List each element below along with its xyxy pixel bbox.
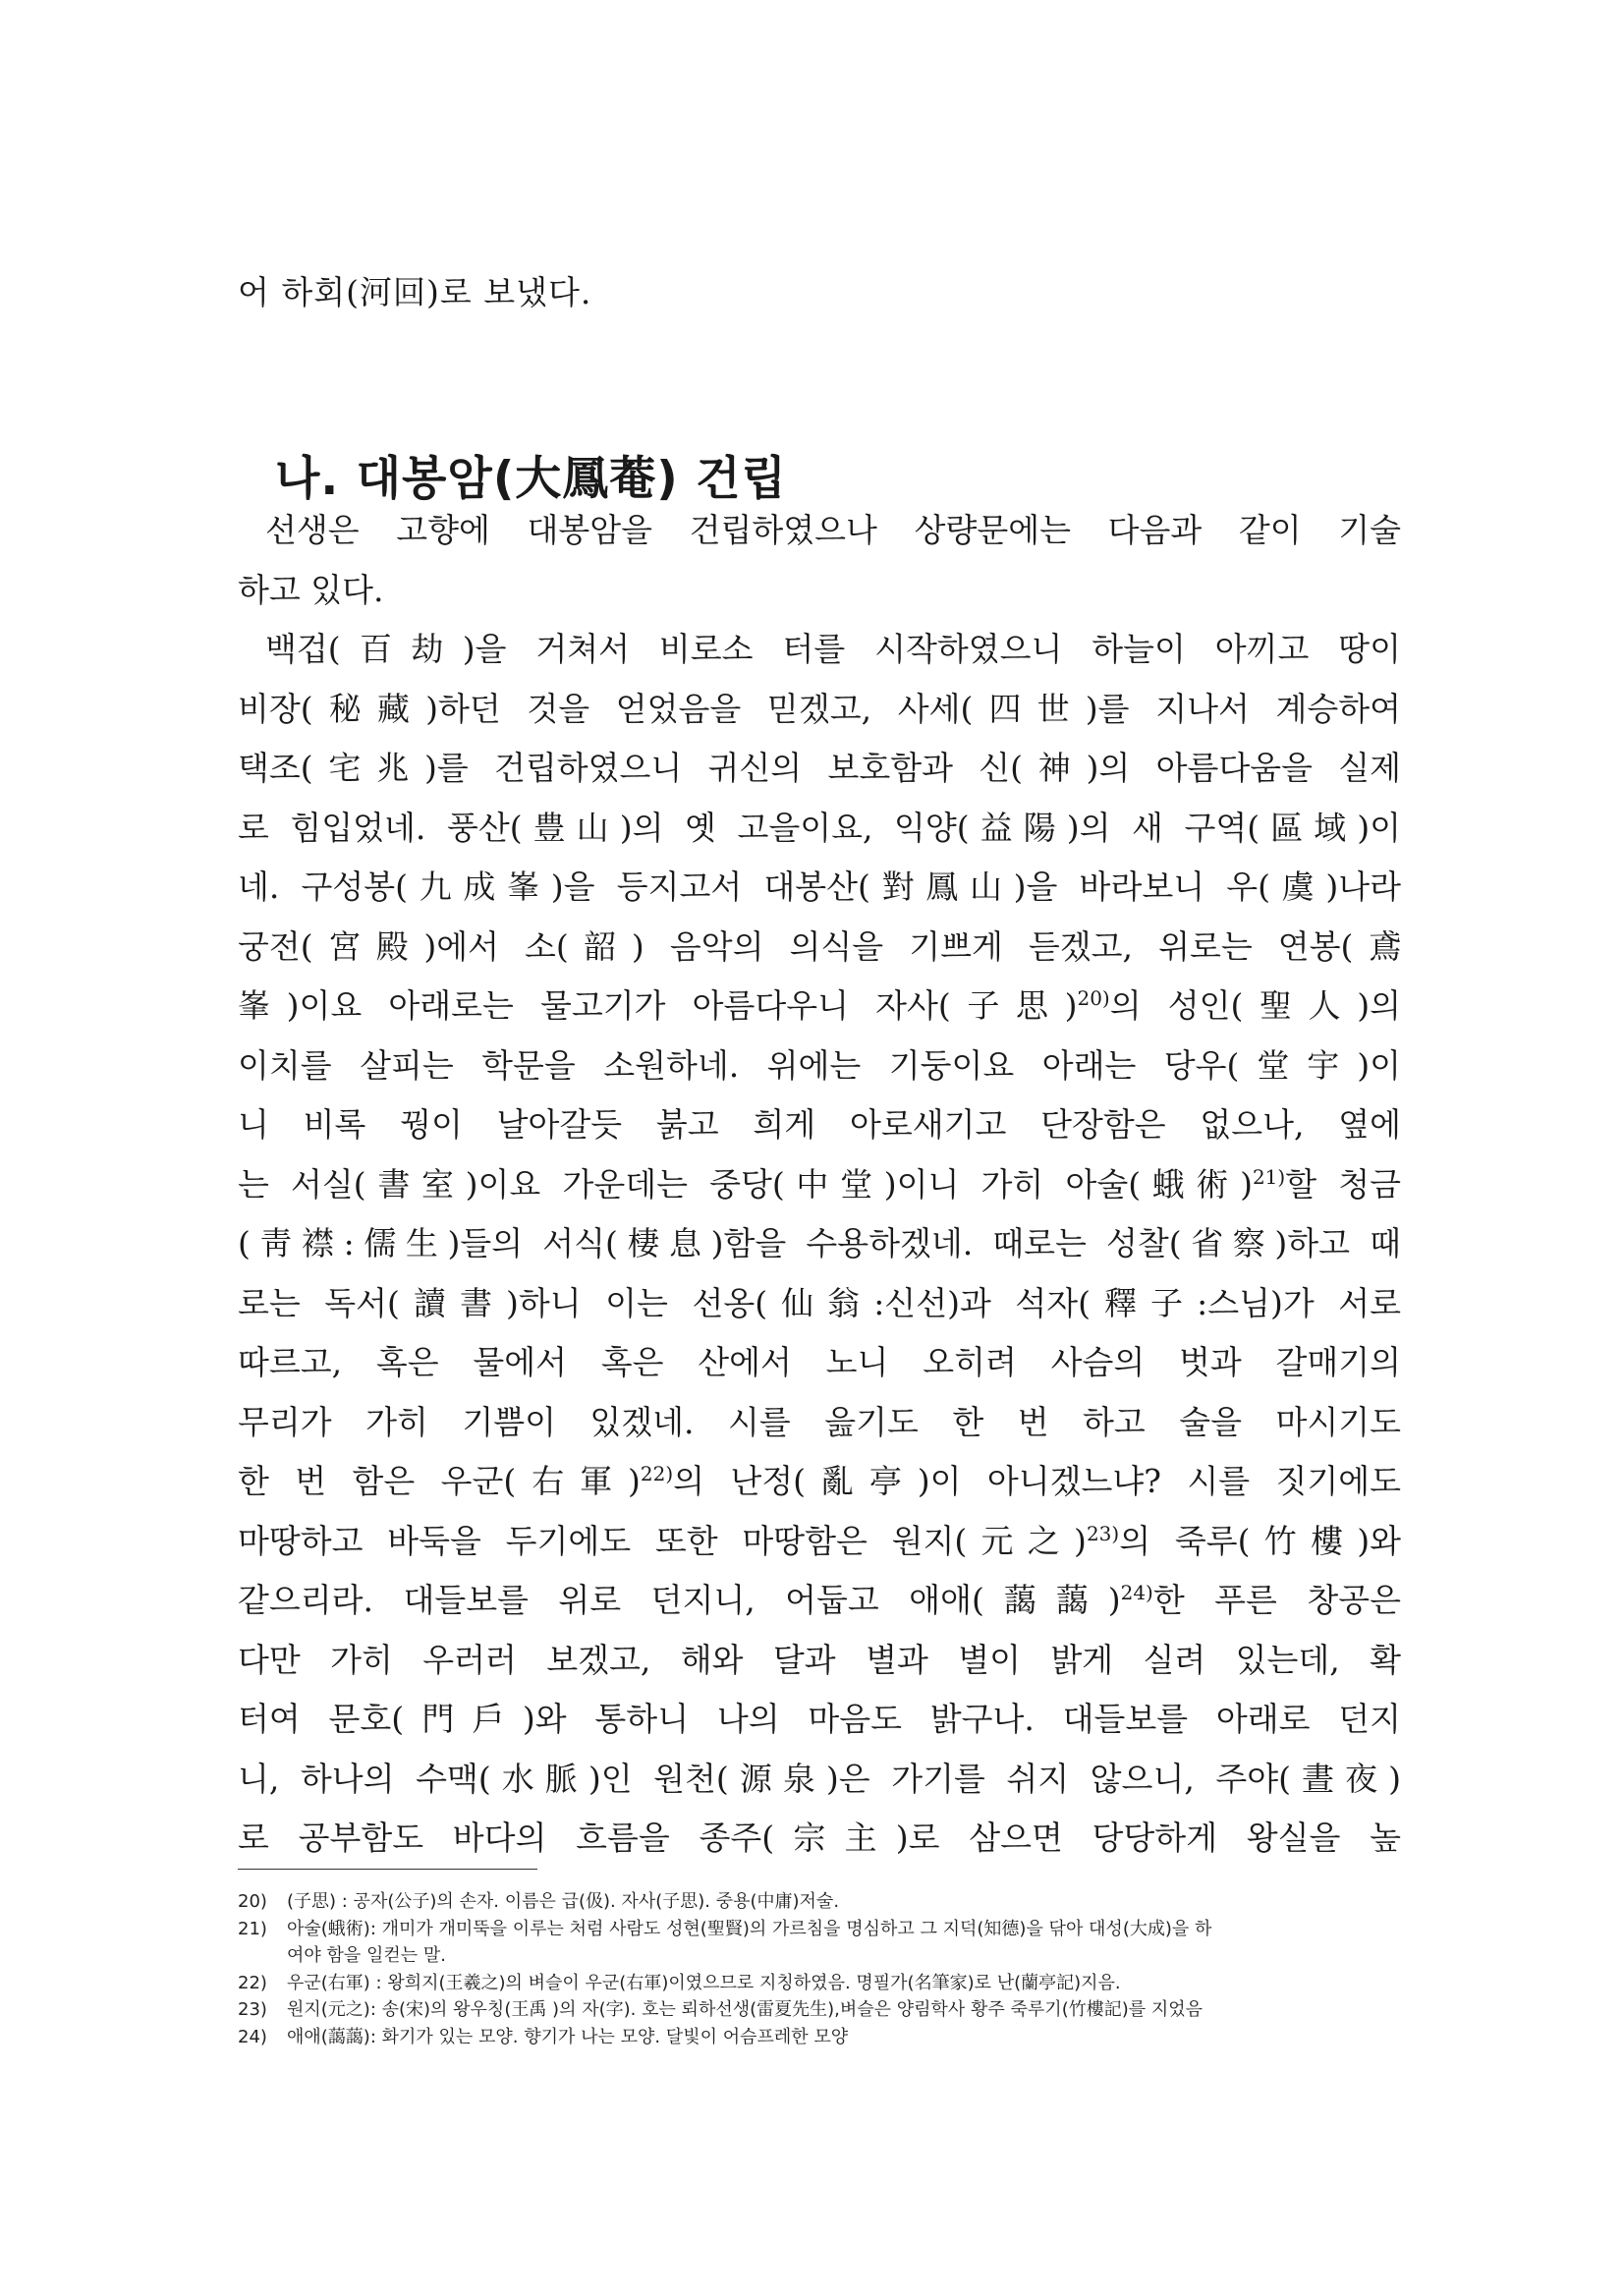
footnote-ref[interactable]: 22) (640, 1462, 674, 1485)
footnote-ref[interactable]: 20) (1077, 986, 1110, 1010)
text-line (238, 977, 1401, 1036)
footnote-item (238, 1970, 1401, 1997)
text-line: 터여 문호(門戶)와 통하니 나의 마음도 밝구나. 대들보를 아래로 던지 (238, 1700, 1401, 1738)
text-segment: 같으리라. 대들보를 위로 던지니, 어둡고 애애(藹藹) (238, 1581, 1121, 1619)
text-segment: 마땅하고 바둑을 두기에도 또한 마땅함은 원지(元之) (238, 1521, 1087, 1560)
text-segment: 한 푸른 창공은 (1152, 1581, 1402, 1619)
text-segment: 의 죽루(竹樓)와 (1119, 1521, 1401, 1560)
footnote-number: 24) (238, 2026, 267, 2047)
footnote-number: 23) (238, 1999, 267, 2020)
footnote-text: 우군(右軍) : 왕희지(王羲之)의 벼슬이 우군(右軍)이였으므로 지칭하였음. 명필가(名筆家)로 난(蘭亭記)지음. (287, 1972, 1121, 1993)
footnote-ref[interactable]: 21) (1252, 1164, 1286, 1189)
text-line: 따르고, 혹은 물에서 혹은 산에서 노니 오히려 사슴의 벗과 갈매기의 (238, 1343, 1401, 1381)
text-line: 로는 독서(讀書)하니 이는 선옹(仙翁:신선)과 석자(釋子:스님)가 서로 (238, 1283, 1401, 1322)
text-segment: 할 청금 (1285, 1164, 1402, 1204)
text-line (238, 1155, 1401, 1215)
text-segment: 는 서실(書室)이요 가운데는 중당(中堂)이니 가히 아술(蛾術) (238, 1164, 1253, 1204)
text-line: 이치를 살피는 학문을 소원하네. 위에는 기둥이요 아래는 당우(堂宇)이 (238, 1045, 1401, 1085)
text-line: 백겁(百劫)을 거쳐서 비로소 터를 시작하였으니 하늘이 아끼고 땅이 (265, 630, 1401, 668)
text-line: 택조(宅兆)를 건립하였으니 귀신의 보호함과 신(神)의 아름다움을 실제 (238, 749, 1401, 787)
text-line: 하고 있다. (238, 570, 384, 609)
text-line: 니, 하나의 수맥(水脈)인 원천(源泉)은 가기를 쉬지 않으니, 주야(晝夜) (238, 1759, 1401, 1798)
text-segment: 의 난정(亂亭)이 아니겠느냐? 시를 짓기에도 (673, 1462, 1401, 1500)
footnote-ref[interactable]: 23) (1086, 1521, 1120, 1545)
footnote-item (238, 1996, 1401, 2024)
text-line (238, 1452, 1401, 1512)
text-line: (靑襟:儒生)들의 서식(棲息)함을 수용하겠네. 때로는 성찰(省察)하고 때 (238, 1224, 1401, 1262)
footnote-text: (子思) : 공자(公子)의 손자. 이름은 급(伋). 자사(子思). 중용(中庸)저술. (287, 1891, 840, 1912)
text-line: 다만 가히 우러러 보겠고, 해와 달과 별과 별이 밝게 실려 있는데, 확 (238, 1640, 1401, 1679)
section-heading: 나. 대봉암(大鳳菴) 건립 (275, 452, 787, 506)
text-line: 로 공부함도 바다의 흐름을 종주(宗主)로 삼으면 당당하게 왕실을 높 (238, 1819, 1401, 1857)
footnote-divider (238, 1869, 537, 1870)
text-line: 선생은 고향에 대봉암을 건립하였으나 상량문에는 다음과 같이 기술 (265, 511, 1401, 549)
text-segment: 峯)이요 아래로는 물고기가 아름다우니 자사(子思) (238, 986, 1078, 1025)
text-line: 네. 구성봉(九成峯)을 등지고서 대봉산(對鳳山)을 바라보니 우(虞)나라 (238, 868, 1401, 906)
text-line: 니 비록 꿩이 날아갈듯 붉고 희게 아로새기고 단장함은 없으나, 옆에 (238, 1105, 1401, 1144)
text-segment: 의 성인(聖人)의 (1109, 986, 1401, 1025)
text-line (238, 1571, 1401, 1631)
continued-text-line: 어 하회(河回)로 보냈다. (238, 273, 592, 311)
footnote-text: 원지(元之): 송(宋)의 왕우칭(王禹 )의 자(字). 호는 뢰하선생(雷夏先生),벼슬은 양림학사 황주 죽루기(竹樓記)를 지었음 (287, 1999, 1204, 2020)
footnote-continuation: 여야 함을 일컫는 말. (287, 1945, 446, 1966)
footnotes (238, 1888, 1401, 2050)
footnote-item (238, 2024, 1401, 2051)
footnote-text: 애애(藹藹): 화기가 있는 모양. 향기가 나는 모양. 달빛이 어슴프레한 모양 (287, 2026, 849, 2047)
footnote-ref[interactable]: 24) (1120, 1581, 1153, 1604)
text-line: 비장(秘藏)하던 것을 얻었음을 믿겠고, 사세(四世)를 지나서 계승하여 (238, 689, 1401, 728)
text-line (238, 1512, 1401, 1572)
footnote-item (238, 1916, 1401, 1943)
text-line: 로 힘입었네. 풍산(豊山)의 옛 고을이요, 익양(益陽)의 새 구역(區域)이 (238, 808, 1401, 847)
body-text (238, 501, 1401, 1869)
text-line: 무리가 가히 기쁨이 있겠네. 시를 읊기도 한 번 하고 술을 마시기도 (238, 1402, 1401, 1441)
footnote-number: 20) (238, 1891, 267, 1912)
text-segment: 한 번 함은 우군(右軍) (238, 1462, 641, 1500)
footnote-number: 21) (238, 1918, 267, 1939)
footnote-item (238, 1888, 1401, 1916)
text-line: 궁전(宮殿)에서 소(韶) 음악의 의식을 기쁘게 듣겠고, 위로는 연봉(鳶 (238, 926, 1401, 966)
footnote-number: 22) (238, 1972, 267, 1993)
footnote-text: 아술(蛾術): 개미가 개미뚝을 이루는 처럼 사람도 성현(聖賢)의 가르침을 명심하고 그 지덕(知德)을 닦아 대성(大成)을 하 (287, 1918, 1212, 1939)
